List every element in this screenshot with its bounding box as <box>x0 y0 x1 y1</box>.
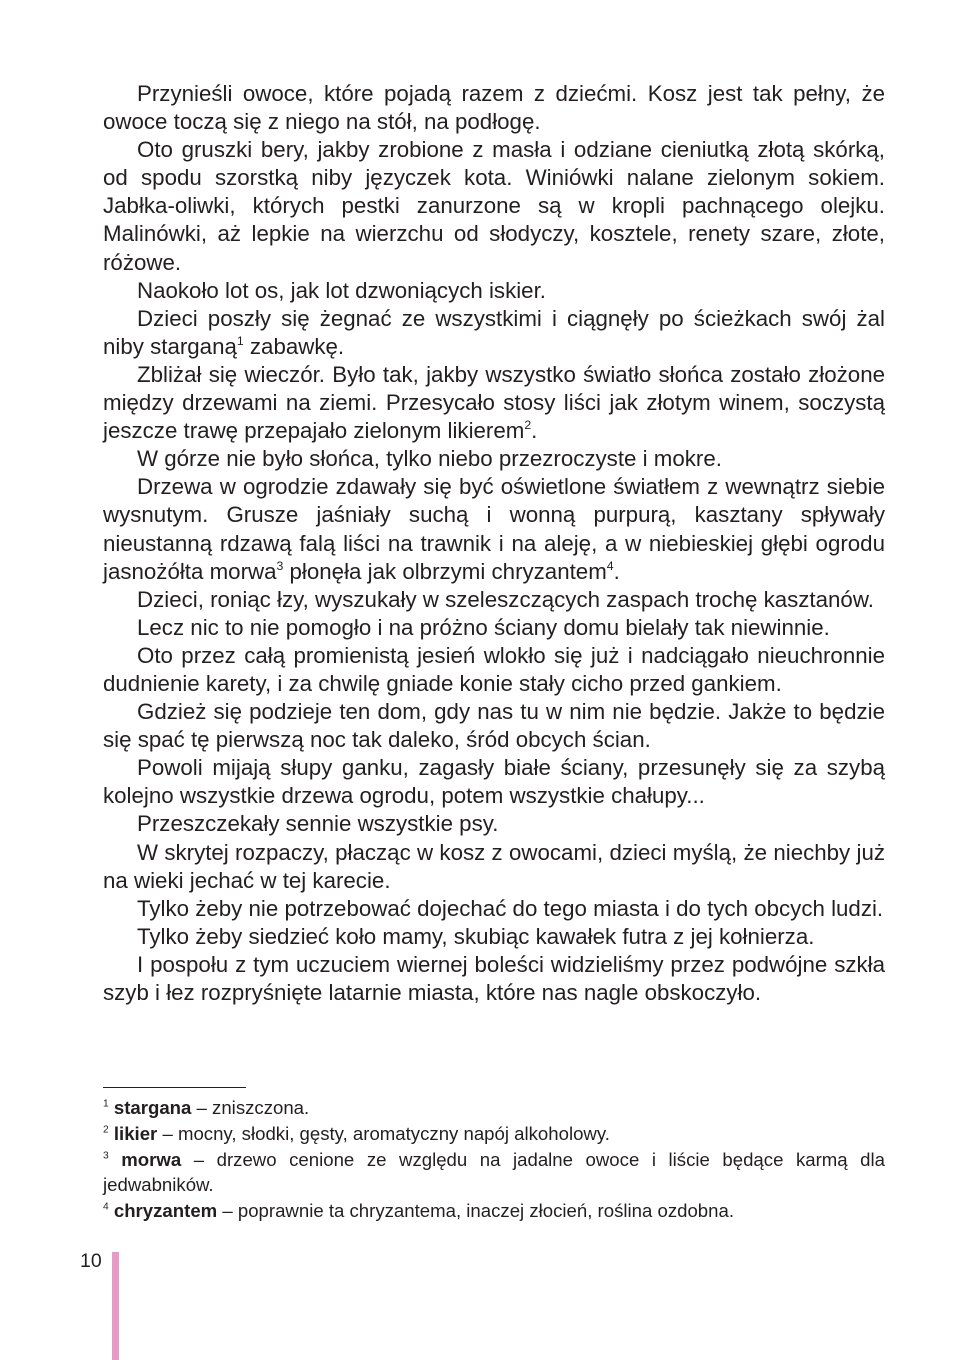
paragraph: Przynieśli owoce, które pojadą razem z dziećmi. Kosz jest tak pełny, że owoce toczą się z niego na stół, na podłogę. <box>103 81 885 135</box>
paragraph: I pospołu z tym uczuciem wiernej boleści widzieliśmy przez podwójne szkła szyb i łez rozpryśnięte latarnie miasta, które nas nagle obskoczyło. <box>103 951 885 1005</box>
paragraph: Lecz nic to nie pomogło i na próżno ściany domu bielały tak niewinnie. <box>137 614 830 640</box>
footnotes <box>103 1095 885 1224</box>
footnote <box>103 1121 885 1147</box>
footnote-definition: – drzewo cenione ze względu na jadalne owoce i liście będące karmą dla jedwabników. <box>103 1148 885 1196</box>
paragraph: Dzieci poszły się żegnać ze wszystkimi i ciągnęły po ścieżkach swój żal niby starganą$^1$ zabawkę. <box>103 305 885 359</box>
footnote-term: likier <box>113 1122 158 1144</box>
page-accent-bar <box>112 1252 119 1360</box>
paragraph: Drzewa w ogrodzie zdawały się być oświetlone światłem z wewnątrz siebie wysnutym. Grusze jaśniały suchą i wonną purpurą, kasztany spływały nieustanną rdzawą falą liści na trawnik i na aleję, a w niebieskiej głębi ogrodu jasnożółta morwa$^3$ płonęła jak olbrzymi chryzantem$^4$. <box>103 474 885 584</box>
paragraph: Naokoło lot os, jak lot dzwoniących iskier. <box>137 277 546 303</box>
footnote-number: 4 <box>103 1201 109 1213</box>
footnote-ref: 3 <box>276 558 284 573</box>
main-text <box>103 80 885 1007</box>
footnote-term: chryzantem <box>113 1200 218 1222</box>
footnote-ref: 4 <box>606 558 614 573</box>
footnote-number: 1 <box>103 1098 109 1110</box>
footnote <box>103 1147 885 1199</box>
paragraph: Dzieci, roniąc łzy, wyszukały w szeleszczących zaspach trochę kasztanów. <box>137 586 874 612</box>
footnote-term: stargana <box>113 1097 192 1118</box>
footnote-definition: – mocny, słodki, gęsty, aromatyczny napój alkoholowy. <box>157 1122 610 1144</box>
footnote <box>103 1095 885 1121</box>
footnote-number: 3 <box>103 1149 109 1161</box>
footnote <box>103 1198 885 1224</box>
footnote-ref: 2 <box>524 417 532 432</box>
paragraph: Oto gruszki bery, jakby zrobione z masła i odziane cieniutką złotą skórką, od spodu szorstką niby języczek kota. Winiówki nalane zielonym sokiem. Jabłka-oliwki, których pestki zanurzone są w kropli pachnącego olejku. Malinówki, aż lepkie na wierzchu od słodyczy, kosztele, renety szare, złote, różowe. <box>103 137 885 275</box>
paragraph: Tylko żeby nie potrzebować dojechać do tego miasta i do tych obcych ludzi. <box>137 895 884 921</box>
footnote-separator <box>103 1087 246 1088</box>
footnote-ref: 1 <box>236 333 244 348</box>
page-number: 10 <box>80 1250 102 1272</box>
paragraph: Oto przez całą promienistą jesień wlokło się już i nadciągało nieuchronnie dudnienie karety, i za chwilę gniade konie stały cicho przed gankiem. <box>103 642 885 696</box>
paragraph: W skrytej rozpaczy, płacząc w kosz z owocami, dzieci myślą, że niechby już na wieki jechać w tej karecie. <box>103 839 885 893</box>
footnote-definition: – zniszczona. <box>191 1097 310 1118</box>
paragraph: Zbliżał się wieczór. Było tak, jakby wszystko światło słońca zostało złożone między drzewami na ziemi. Przesycało stosy liści jak złotym winem, soczystą jeszcze trawę przepajało zielonym likierem$^2$. <box>103 361 885 444</box>
footnote-term: morwa <box>121 1148 182 1170</box>
paragraph: Przeszczekały sennie wszystkie psy. <box>137 811 499 837</box>
footnote-definition: – poprawnie ta chryzantema, inaczej złocień, roślina ozdobna. <box>217 1200 734 1222</box>
paragraph: Tylko żeby siedzieć koło mamy, skubiąc kawałek futra z jej kołnierza. <box>137 923 815 949</box>
paragraph: Gdzież się podzieje ten dom, gdy nas tu w nim nie będzie. Jakże to będzie się spać tę pierwszą noc tak daleko, śród obcych ścian. <box>103 699 885 753</box>
paragraph: Powoli mijają słupy ganku, zagasły białe ściany, przesunęły się za szybą kolejno wszystkie drzewa ogrodu, potem wszystkie chałupy... <box>103 755 885 809</box>
footnote-number: 2 <box>103 1124 109 1136</box>
paragraph: W górze nie było słońca, tylko niebo przezroczyste i mokre. <box>137 446 722 472</box>
